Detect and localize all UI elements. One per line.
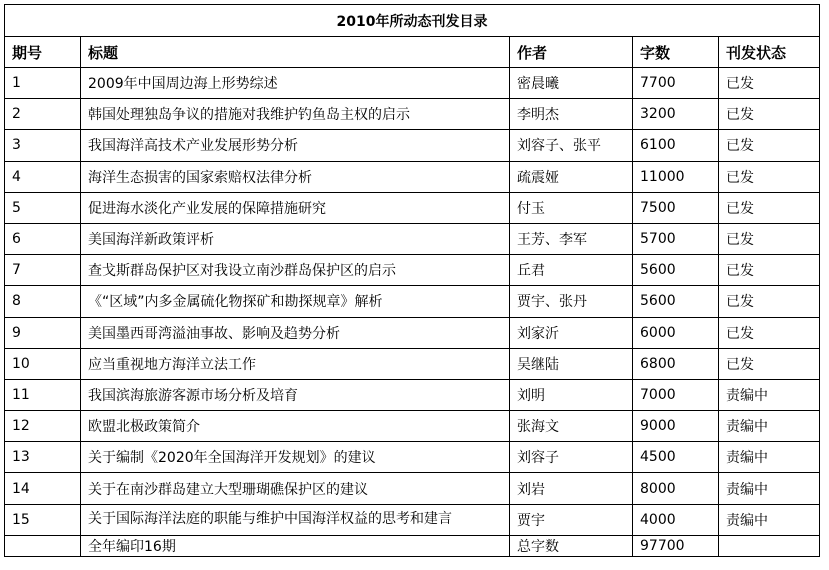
article-title: 关于国际海洋法庭的职能与维护中国海洋权益的思考和建言 (81, 504, 510, 535)
word-count: 6800 (633, 348, 719, 379)
word-count: 5600 (633, 286, 719, 317)
header-title: 标题 (81, 37, 510, 68)
table-row (5, 130, 820, 161)
status: 责编中 (719, 504, 820, 535)
word-count: 11000 (633, 161, 719, 192)
article-title: 关于编制《2020年全国海洋开发规划》的建议 (81, 442, 510, 473)
table-row (5, 99, 820, 130)
author: 贾宇 (510, 504, 633, 535)
status: 已发 (719, 317, 820, 348)
author: 密晨曦 (510, 68, 633, 99)
header-status: 刊发状态 (719, 37, 820, 68)
issue-no: 9 (5, 317, 81, 348)
annual-issues-label: 全年编印16期 (81, 535, 510, 556)
author: 贾宇、张丹 (510, 286, 633, 317)
status: 已发 (719, 192, 820, 223)
table-row (5, 348, 820, 379)
article-title: 我国海洋高技术产业发展形势分析 (81, 130, 510, 161)
status: 已发 (719, 286, 820, 317)
word-count: 5700 (633, 223, 719, 254)
word-count: 4500 (633, 442, 719, 473)
table-title: 2010年所动态刊发目录 (5, 5, 820, 37)
status: 责编中 (719, 442, 820, 473)
table-row (5, 286, 820, 317)
word-count: 3200 (633, 99, 719, 130)
summary-empty-cell (5, 535, 81, 556)
article-title: 欧盟北极政策简介 (81, 411, 510, 442)
author: 刘容子 (510, 442, 633, 473)
author: 王芳、李军 (510, 223, 633, 254)
table-row (5, 317, 820, 348)
article-title: 美国海洋新政策评析 (81, 223, 510, 254)
status: 已发 (719, 255, 820, 286)
status: 责编中 (719, 411, 820, 442)
status: 责编中 (719, 473, 820, 504)
word-count: 7500 (633, 192, 719, 223)
article-title: 关于在南沙群岛建立大型珊瑚礁保护区的建议 (81, 473, 510, 504)
author: 丘君 (510, 255, 633, 286)
article-title: 应当重视地方海洋立法工作 (81, 348, 510, 379)
status: 责编中 (719, 379, 820, 410)
status: 已发 (719, 130, 820, 161)
table-row (5, 68, 820, 99)
article-title: 查戈斯群岛保护区对我设立南沙群岛保护区的启示 (81, 255, 510, 286)
author: 刘家沂 (510, 317, 633, 348)
article-title: 促进海水淡化产业发展的保障措施研究 (81, 192, 510, 223)
issue-no: 3 (5, 130, 81, 161)
issue-no: 10 (5, 348, 81, 379)
author: 刘岩 (510, 473, 633, 504)
author: 吴继陆 (510, 348, 633, 379)
article-title: 海洋生态损害的国家索赔权法律分析 (81, 161, 510, 192)
article-title: 我国滨海旅游客源市场分析及培育 (81, 379, 510, 410)
table-row (5, 504, 820, 535)
author: 疏震娅 (510, 161, 633, 192)
article-title: 美国墨西哥湾溢油事故、影响及趋势分析 (81, 317, 510, 348)
word-count: 5600 (633, 255, 719, 286)
total-words-value: 97700 (633, 535, 719, 556)
table-row (5, 223, 820, 254)
status: 已发 (719, 223, 820, 254)
table-row (5, 192, 820, 223)
status: 已发 (719, 68, 820, 99)
issue-no: 8 (5, 286, 81, 317)
issue-no: 11 (5, 379, 81, 410)
issue-no: 1 (5, 68, 81, 99)
word-count: 7700 (633, 68, 719, 99)
word-count: 4000 (633, 504, 719, 535)
word-count: 9000 (633, 411, 719, 442)
issue-no: 2 (5, 99, 81, 130)
issue-no: 15 (5, 504, 81, 535)
issue-no: 7 (5, 255, 81, 286)
table-row (5, 379, 820, 410)
author: 刘容子、张平 (510, 130, 633, 161)
status: 已发 (719, 99, 820, 130)
word-count: 6100 (633, 130, 719, 161)
issue-no: 12 (5, 411, 81, 442)
issue-no: 6 (5, 223, 81, 254)
publication-table (4, 4, 820, 557)
table-row (5, 255, 820, 286)
issue-no: 13 (5, 442, 81, 473)
summary-row (5, 535, 820, 556)
issue-no: 5 (5, 192, 81, 223)
issue-no: 14 (5, 473, 81, 504)
table-row (5, 411, 820, 442)
header-author: 作者 (510, 37, 633, 68)
status: 已发 (719, 161, 820, 192)
author: 张海文 (510, 411, 633, 442)
summary-empty-cell (719, 535, 820, 556)
article-title: 韩国处理独岛争议的措施对我维护钓鱼岛主权的启示 (81, 99, 510, 130)
word-count: 8000 (633, 473, 719, 504)
header-issue-no: 期号 (5, 37, 81, 68)
total-words-label: 总字数 (510, 535, 633, 556)
word-count: 7000 (633, 379, 719, 410)
table-row (5, 161, 820, 192)
header-word-count: 字数 (633, 37, 719, 68)
status: 已发 (719, 348, 820, 379)
issue-no: 4 (5, 161, 81, 192)
author: 李明杰 (510, 99, 633, 130)
author: 付玉 (510, 192, 633, 223)
author: 刘明 (510, 379, 633, 410)
article-title: 《“区域”内多金属硫化物探矿和勘探规章》解析 (81, 286, 510, 317)
table-row (5, 473, 820, 504)
word-count: 6000 (633, 317, 719, 348)
table-row (5, 442, 820, 473)
article-title: 2009年中国周边海上形势综述 (81, 68, 510, 99)
